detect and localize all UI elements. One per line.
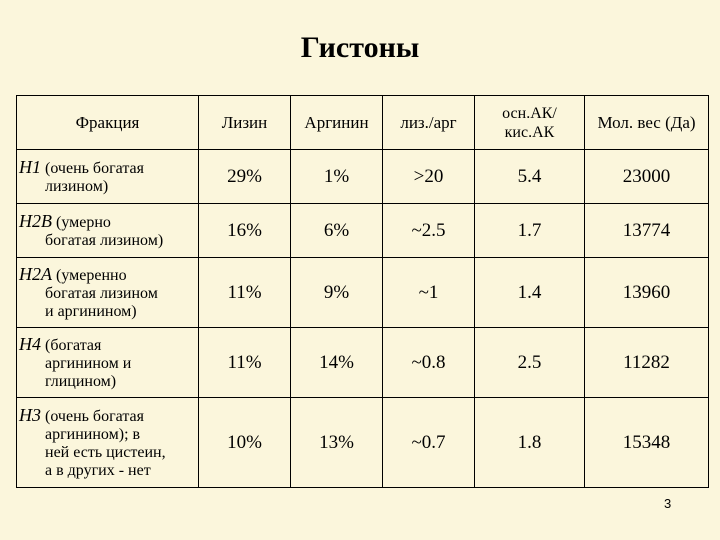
cell-fraction bbox=[17, 150, 199, 204]
histone-name: H2A bbox=[19, 263, 52, 284]
fraction-description: (умерно bbox=[56, 213, 111, 231]
fraction-first-line bbox=[19, 335, 196, 355]
fraction-description: а в других - нет bbox=[45, 461, 151, 479]
table-row bbox=[17, 328, 709, 398]
cell-lysine: 29% bbox=[199, 150, 291, 204]
cell-lysine: 16% bbox=[199, 204, 291, 258]
slide-title: Гистоны bbox=[300, 31, 420, 64]
fraction-description: аргинином); в bbox=[45, 425, 141, 443]
cell-fraction bbox=[17, 204, 199, 258]
header-basic-acidic-line1: осн.АК/ bbox=[502, 104, 557, 122]
fraction-first-line bbox=[19, 158, 196, 178]
histone-name: H2B bbox=[19, 210, 52, 231]
table-row bbox=[17, 150, 709, 204]
cell-lysine: 11% bbox=[199, 258, 291, 328]
header-lysine: Лизин bbox=[199, 96, 291, 150]
fraction-description: глицином) bbox=[45, 372, 117, 390]
cell-basic-acidic: 1.4 bbox=[475, 258, 585, 328]
fraction-description: (богатая bbox=[45, 336, 102, 354]
table-row bbox=[17, 258, 709, 328]
cell-mol-weight: 13774 bbox=[585, 204, 709, 258]
header-basic-acidic-line2: кис.АК bbox=[504, 123, 555, 141]
cell-basic-acidic: 5.4 bbox=[475, 150, 585, 204]
fraction-description: (умеренно bbox=[56, 266, 127, 284]
cell-lys-arg-ratio: ~2.5 bbox=[383, 204, 475, 258]
fraction-first-line bbox=[19, 406, 196, 426]
fraction-first-line bbox=[19, 265, 196, 285]
fraction-description: аргинином и bbox=[45, 354, 132, 372]
table-header-row bbox=[17, 96, 709, 150]
page-number: 3 bbox=[664, 496, 672, 511]
histone-name: H4 bbox=[19, 333, 41, 354]
fraction-description: (очень богатая bbox=[45, 407, 144, 425]
header-fraction: Фракция bbox=[17, 96, 199, 150]
cell-fraction bbox=[17, 398, 199, 488]
cell-lysine: 10% bbox=[199, 398, 291, 488]
cell-arginine: 14% bbox=[291, 328, 383, 398]
cell-arginine: 13% bbox=[291, 398, 383, 488]
fraction-description: ней есть цистеин, bbox=[45, 443, 166, 461]
cell-mol-weight: 23000 bbox=[585, 150, 709, 204]
cell-basic-acidic: 1.8 bbox=[475, 398, 585, 488]
fraction-description: (очень богатая bbox=[45, 159, 144, 177]
fraction-first-line bbox=[19, 212, 196, 232]
fraction-description: лизином) bbox=[45, 177, 109, 195]
cell-mol-weight: 11282 bbox=[585, 328, 709, 398]
cell-basic-acidic: 1.7 bbox=[475, 204, 585, 258]
histone-name: H3 bbox=[19, 404, 41, 425]
cell-arginine: 6% bbox=[291, 204, 383, 258]
cell-fraction bbox=[17, 258, 199, 328]
cell-lys-arg-ratio: ~0.8 bbox=[383, 328, 475, 398]
header-arginine: Аргинин bbox=[291, 96, 383, 150]
fraction-description: и аргинином) bbox=[45, 302, 137, 320]
histone-name: H1 bbox=[19, 156, 41, 177]
table-row bbox=[17, 204, 709, 258]
cell-lys-arg-ratio: ~0.7 bbox=[383, 398, 475, 488]
cell-arginine: 9% bbox=[291, 258, 383, 328]
header-lys-arg-ratio: лиз./арг bbox=[383, 96, 475, 150]
cell-mol-weight: 15348 bbox=[585, 398, 709, 488]
cell-arginine: 1% bbox=[291, 150, 383, 204]
cell-fraction bbox=[17, 328, 199, 398]
cell-mol-weight: 13960 bbox=[585, 258, 709, 328]
cell-lys-arg-ratio: >20 bbox=[383, 150, 475, 204]
cell-lysine: 11% bbox=[199, 328, 291, 398]
histones-table bbox=[16, 95, 709, 488]
table-row bbox=[17, 398, 709, 488]
fraction-description: богатая лизином bbox=[45, 284, 158, 302]
header-mol-weight: Мол. вес (Да) bbox=[585, 96, 709, 150]
cell-lys-arg-ratio: ~1 bbox=[383, 258, 475, 328]
fraction-description: богатая лизином) bbox=[45, 231, 164, 249]
cell-basic-acidic: 2.5 bbox=[475, 328, 585, 398]
header-basic-acidic bbox=[475, 96, 585, 150]
